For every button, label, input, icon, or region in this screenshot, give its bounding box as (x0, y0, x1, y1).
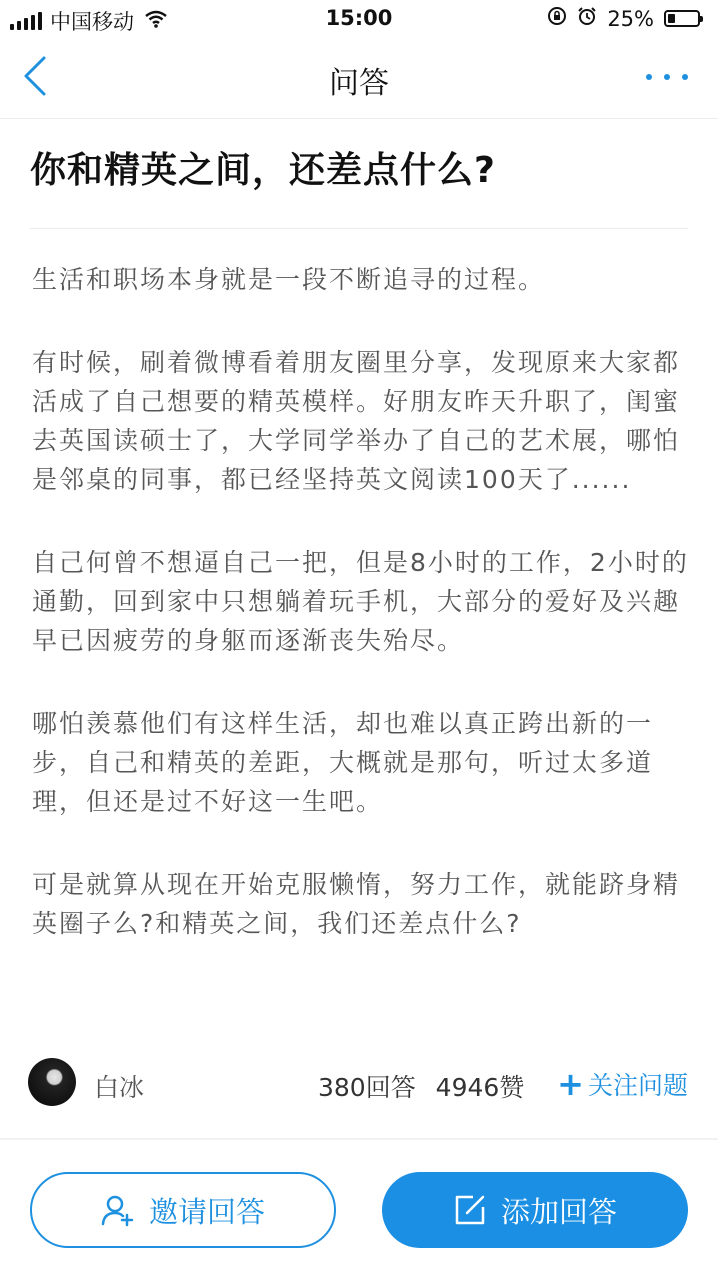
status-time: 15:00 (325, 6, 393, 30)
page-title: 问答 (329, 66, 389, 101)
follow-label: 关注问题 (587, 1071, 688, 1100)
status-right (547, 6, 700, 31)
status-bar (0, 0, 718, 40)
question-title: 你和精英之间，还差点什么? (30, 150, 496, 191)
body-paragraph: 有时候，刷着微博看着朋友圈里分享，发现原来大家都活成了自己想要的精英模样。好朋友昨天升职了，闺蜜去英国读硕士了，大学同学举办了自己的艺术展，哪怕是邻桌的同事，都已经坚持英文阅读100天了...... (32, 348, 681, 494)
add-answer-button[interactable] (382, 1172, 688, 1248)
battery-percent: 25% (607, 6, 654, 31)
body-paragraph: 自己何曾不想逼自己一把，但是8小时的工作，2小时的通勤，回到家中只想躺着玩手机，大部分的爱好及兴趣早已因疲劳的身躯而逐渐丧失殆尽。 (32, 548, 689, 655)
avatar[interactable] (28, 1058, 76, 1106)
divider (30, 228, 688, 229)
answer-count: 380回答 (318, 1073, 416, 1102)
section-divider (0, 1138, 718, 1140)
body-paragraph: 哪怕羡慕他们有这样生活，却也难以真正跨出新的一步，自己和精英的差距，大概就是那句，听过太多道理，但还是过不好这一生吧。 (32, 709, 654, 816)
more-dots-icon[interactable] (642, 62, 692, 92)
nav-bar (0, 40, 718, 119)
user-add-icon (101, 1193, 135, 1227)
edit-icon (453, 1193, 487, 1227)
body-paragraph: 生活和职场本身就是一段不断追寻的过程。 (32, 265, 546, 294)
question-body (32, 260, 692, 987)
like-count: 4946赞 (435, 1073, 525, 1102)
invite-answer-button[interactable] (30, 1172, 336, 1248)
plus-icon: + (557, 1065, 584, 1103)
author-name[interactable]: 白冰 (94, 1073, 145, 1102)
carrier-name: 中国移动 (50, 10, 134, 34)
body-paragraph: 可是就算从现在开始克服懒惰，努力工作，就能跻身精英圈子么?和精英之间，我们还差点什么? (32, 870, 681, 938)
follow-question-button[interactable] (557, 1066, 688, 1102)
alarm-icon (577, 6, 597, 31)
battery-level (668, 14, 675, 23)
question-stats (318, 1068, 536, 1104)
add-answer-label: 添加回答 (500, 1194, 617, 1229)
author-row (28, 1056, 696, 1112)
rotation-lock-icon (547, 6, 567, 31)
invite-answer-label: 邀请回答 (148, 1194, 265, 1229)
battery-icon (664, 10, 700, 27)
